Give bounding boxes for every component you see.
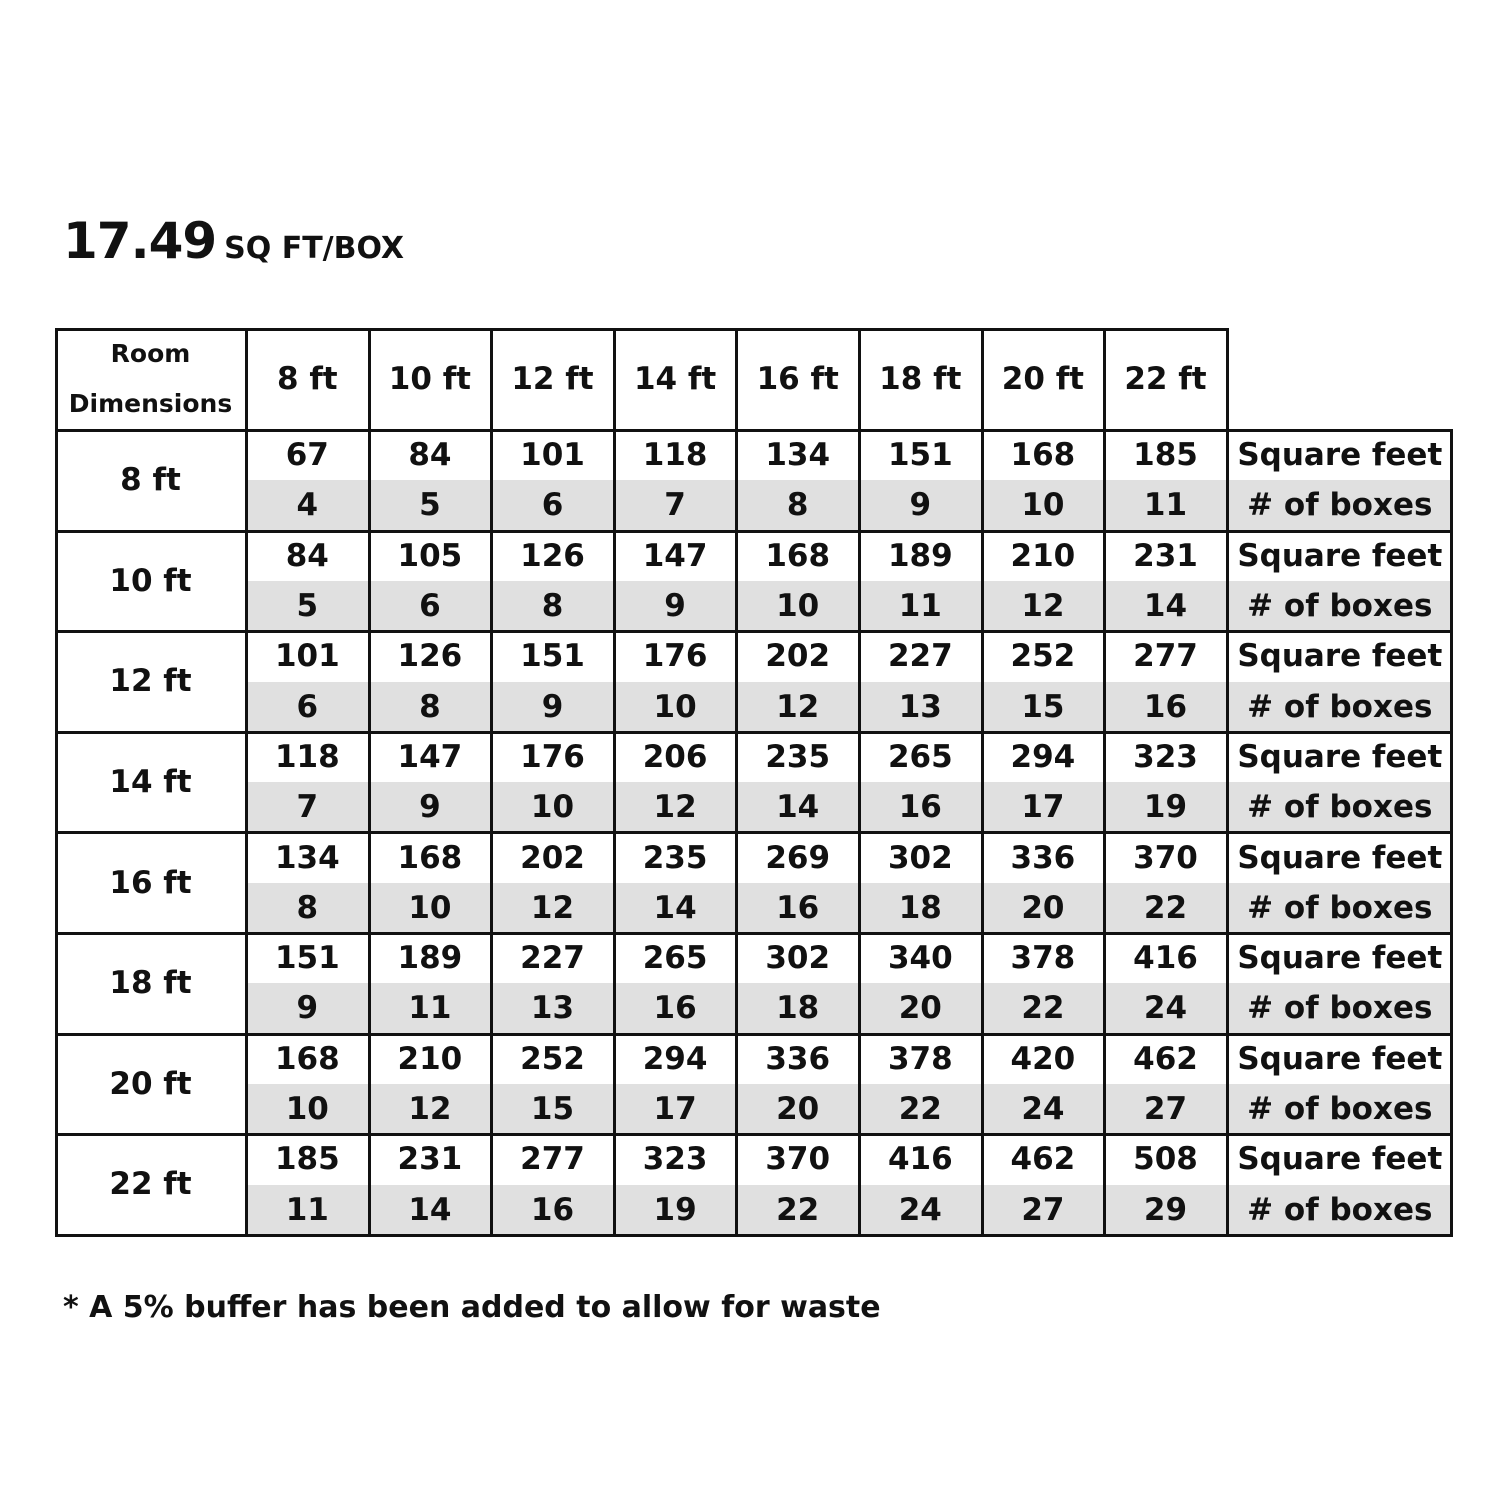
row-label: 8 ft <box>120 462 181 499</box>
metric-label-square-feet: Square feet <box>1237 1141 1443 1178</box>
column-divider <box>245 328 248 1235</box>
row-label: 20 ft <box>109 1065 192 1102</box>
box-count-cell: 12 <box>369 1084 492 1134</box>
square-feet-cell: 231 <box>1133 537 1198 574</box>
square-feet-cell: 370 <box>765 1141 831 1178</box>
square-feet-cell: 168 <box>274 1040 340 1077</box>
box-count-cell: 16 <box>859 782 982 832</box>
corner-header-line: Dimensions <box>68 389 233 418</box>
column-divider <box>1103 328 1106 1235</box>
square-feet-cell: 252 <box>520 1040 585 1077</box>
metric-label-boxes: # of boxes <box>1227 983 1453 1033</box>
box-count-cell: 7 <box>614 480 737 530</box>
column-divider <box>490 328 493 1235</box>
square-feet-cell: 378 <box>887 1040 953 1077</box>
square-feet-cell: 151 <box>274 940 340 977</box>
coverage-unit: SQ FT/BOX <box>224 231 405 266</box>
metric-label-square-feet: Square feet <box>1237 1040 1443 1077</box>
row-label: 16 ft <box>109 864 192 901</box>
square-feet-cell: 235 <box>765 738 831 775</box>
column-divider <box>368 328 371 1235</box>
column-divider <box>613 328 616 1235</box>
column-header: 10 ft <box>388 361 472 397</box>
column-header: 22 ft <box>1124 361 1207 397</box>
box-count-cell: 6 <box>369 581 492 631</box>
row-divider <box>55 530 1453 533</box>
column-divider <box>981 328 984 1235</box>
square-feet-cell: 416 <box>887 1141 953 1178</box>
square-feet-cell: 168 <box>397 839 463 876</box>
square-feet-cell: 189 <box>887 537 953 574</box>
square-feet-cell: 147 <box>397 738 463 775</box>
box-count-cell: 8 <box>369 682 492 732</box>
square-feet-cell: 151 <box>887 437 953 474</box>
box-count-cell: 13 <box>491 983 614 1033</box>
square-feet-cell: 462 <box>1133 1040 1198 1077</box>
metric-label-boxes: # of boxes <box>1227 1084 1453 1134</box>
square-feet-cell: 105 <box>397 537 463 574</box>
square-feet-cell: 84 <box>285 537 329 574</box>
square-feet-cell: 231 <box>397 1141 463 1178</box>
box-count-cell: 7 <box>246 782 369 832</box>
box-count-cell: 11 <box>859 581 982 631</box>
box-count-cell: 14 <box>736 782 859 832</box>
box-count-cell: 20 <box>982 883 1105 933</box>
column-header: 18 ft <box>879 361 962 397</box>
box-count-cell: 10 <box>369 883 492 933</box>
box-count-cell: 6 <box>491 480 614 530</box>
square-feet-cell: 176 <box>642 638 708 675</box>
box-count-cell: 15 <box>982 682 1105 732</box>
square-feet-cell: 151 <box>520 638 585 675</box>
box-count-cell: 13 <box>859 682 982 732</box>
square-feet-cell: 185 <box>274 1141 340 1178</box>
box-count-cell: 17 <box>614 1084 737 1134</box>
row-label: 18 ft <box>109 965 192 1002</box>
metric-label-square-feet: Square feet <box>1237 437 1443 474</box>
square-feet-cell: 126 <box>520 537 585 574</box>
square-feet-cell: 265 <box>887 738 953 775</box>
column-header: 8 ft <box>276 361 338 397</box>
footnote: * A 5% buffer has been added to allow for waste <box>63 1290 881 1325</box>
row-divider <box>55 932 1453 935</box>
box-count-cell: 24 <box>1104 983 1227 1033</box>
metric-label-boxes: # of boxes <box>1227 1185 1453 1235</box>
box-count-cell: 9 <box>614 581 737 631</box>
corner-header-line: Room <box>110 339 191 368</box>
square-feet-cell: 189 <box>397 940 463 977</box>
box-count-cell: 8 <box>736 480 859 530</box>
square-feet-cell: 118 <box>274 738 340 775</box>
box-count-cell: 27 <box>982 1185 1105 1235</box>
box-count-cell: 24 <box>859 1185 982 1235</box>
row-label: 14 ft <box>109 764 192 801</box>
row-label: 12 ft <box>109 663 192 700</box>
square-feet-cell: 84 <box>408 437 452 474</box>
box-count-cell: 27 <box>1104 1084 1227 1134</box>
square-feet-cell: 416 <box>1133 940 1198 977</box>
box-count-cell: 19 <box>1104 782 1227 832</box>
box-count-cell: 20 <box>736 1084 859 1134</box>
column-header: 12 ft <box>511 361 594 397</box>
box-count-cell: 11 <box>1104 480 1227 530</box>
box-count-cell: 22 <box>736 1185 859 1235</box>
column-header: 14 ft <box>633 361 717 397</box>
box-count-cell: 6 <box>246 682 369 732</box>
square-feet-cell: 302 <box>887 839 953 876</box>
square-feet-cell: 265 <box>642 940 708 977</box>
row-divider <box>55 1033 1453 1036</box>
square-feet-cell: 277 <box>1133 638 1198 675</box>
box-count-cell: 12 <box>736 682 859 732</box>
metric-label-boxes: # of boxes <box>1227 782 1453 832</box>
box-count-cell: 16 <box>614 983 737 1033</box>
box-count-cell: 12 <box>491 883 614 933</box>
metric-label-square-feet: Square feet <box>1237 738 1443 775</box>
square-feet-cell: 202 <box>520 839 585 876</box>
metric-label-square-feet: Square feet <box>1237 839 1443 876</box>
box-count-cell: 18 <box>859 883 982 933</box>
coverage-value: 17.49 <box>63 212 217 270</box>
box-count-cell: 4 <box>246 480 369 530</box>
box-count-cell: 8 <box>491 581 614 631</box>
corner-header <box>55 328 246 430</box>
column-divider <box>858 328 861 1235</box>
row-divider <box>55 630 1453 633</box>
square-feet-cell: 202 <box>765 638 831 675</box>
box-count-cell: 9 <box>369 782 492 832</box>
square-feet-cell: 118 <box>642 437 708 474</box>
box-count-cell: 14 <box>614 883 737 933</box>
square-feet-cell: 252 <box>1010 638 1076 675</box>
row-divider <box>55 1133 1453 1136</box>
square-feet-cell: 277 <box>520 1141 585 1178</box>
box-count-cell: 5 <box>369 480 492 530</box>
box-count-cell: 12 <box>982 581 1105 631</box>
box-count-cell: 9 <box>859 480 982 530</box>
box-count-cell: 16 <box>736 883 859 933</box>
square-feet-cell: 420 <box>1010 1040 1076 1077</box>
square-feet-cell: 168 <box>1010 437 1076 474</box>
square-feet-cell: 294 <box>1010 738 1076 775</box>
square-feet-cell: 227 <box>887 638 953 675</box>
square-feet-cell: 508 <box>1133 1141 1198 1178</box>
metric-label-boxes: # of boxes <box>1227 883 1453 933</box>
row-label: 10 ft <box>109 562 192 599</box>
metric-label-boxes: # of boxes <box>1227 682 1453 732</box>
square-feet-cell: 294 <box>642 1040 708 1077</box>
square-feet-cell: 462 <box>1010 1141 1076 1178</box>
box-count-cell: 11 <box>246 1185 369 1235</box>
box-count-cell: 14 <box>1104 581 1227 631</box>
column-divider <box>1226 328 1229 1235</box>
box-count-cell: 10 <box>982 480 1105 530</box>
table-border-top <box>55 328 1227 331</box>
row-label: 22 ft <box>109 1166 192 1203</box>
square-feet-cell: 378 <box>1010 940 1076 977</box>
square-feet-cell: 147 <box>642 537 708 574</box>
metric-label-boxes: # of boxes <box>1227 581 1453 631</box>
square-feet-cell: 210 <box>1010 537 1076 574</box>
square-feet-cell: 134 <box>765 437 831 474</box>
column-divider <box>735 328 738 1235</box>
square-feet-cell: 134 <box>274 839 340 876</box>
row-divider <box>55 429 1453 432</box>
box-count-cell: 5 <box>246 581 369 631</box>
column-header: 20 ft <box>1001 361 1085 397</box>
box-count-cell: 19 <box>614 1185 737 1235</box>
box-count-cell: 22 <box>982 983 1105 1033</box>
square-feet-cell: 235 <box>642 839 708 876</box>
table-border-left <box>55 328 58 1235</box>
square-feet-cell: 370 <box>1133 839 1198 876</box>
row-divider <box>55 831 1453 834</box>
box-count-cell: 18 <box>736 983 859 1033</box>
box-count-cell: 29 <box>1104 1185 1227 1235</box>
metric-label-square-feet: Square feet <box>1237 940 1443 977</box>
square-feet-cell: 185 <box>1133 437 1198 474</box>
column-header: 16 ft <box>756 361 839 397</box>
square-feet-cell: 126 <box>397 638 463 675</box>
square-feet-cell: 269 <box>765 839 831 876</box>
box-count-cell: 10 <box>736 581 859 631</box>
square-feet-cell: 168 <box>765 537 831 574</box>
square-feet-cell: 323 <box>1133 738 1198 775</box>
box-count-cell: 11 <box>369 983 492 1033</box>
square-feet-cell: 67 <box>285 437 329 474</box>
metric-label-square-feet: Square feet <box>1237 537 1443 574</box>
square-feet-cell: 302 <box>765 940 831 977</box>
square-feet-cell: 336 <box>765 1040 831 1077</box>
square-feet-cell: 101 <box>274 638 340 675</box>
square-feet-cell: 206 <box>642 738 708 775</box>
box-count-cell: 10 <box>246 1084 369 1134</box>
row-divider <box>55 1234 1453 1237</box>
square-feet-cell: 340 <box>887 940 953 977</box>
square-feet-cell: 176 <box>520 738 585 775</box>
page-title <box>63 212 404 270</box>
square-feet-cell: 101 <box>520 437 585 474</box>
metric-label-square-feet: Square feet <box>1237 638 1443 675</box>
metric-label-boxes: # of boxes <box>1227 480 1453 530</box>
box-count-cell: 24 <box>982 1084 1105 1134</box>
square-feet-cell: 210 <box>397 1040 463 1077</box>
box-count-cell: 20 <box>859 983 982 1033</box>
square-feet-cell: 323 <box>642 1141 708 1178</box>
box-count-cell: 10 <box>491 782 614 832</box>
box-count-cell: 22 <box>1104 883 1227 933</box>
square-feet-cell: 336 <box>1010 839 1076 876</box>
box-count-cell: 16 <box>491 1185 614 1235</box>
box-count-cell: 16 <box>1104 682 1227 732</box>
box-count-cell: 9 <box>491 682 614 732</box>
box-count-cell: 12 <box>614 782 737 832</box>
square-feet-cell: 227 <box>520 940 585 977</box>
box-count-cell: 9 <box>246 983 369 1033</box>
box-count-cell: 22 <box>859 1084 982 1134</box>
box-count-cell: 8 <box>246 883 369 933</box>
box-count-cell: 10 <box>614 682 737 732</box>
row-divider <box>55 731 1453 734</box>
box-count-cell: 17 <box>982 782 1105 832</box>
box-count-cell: 15 <box>491 1084 614 1134</box>
box-count-cell: 14 <box>369 1185 492 1235</box>
